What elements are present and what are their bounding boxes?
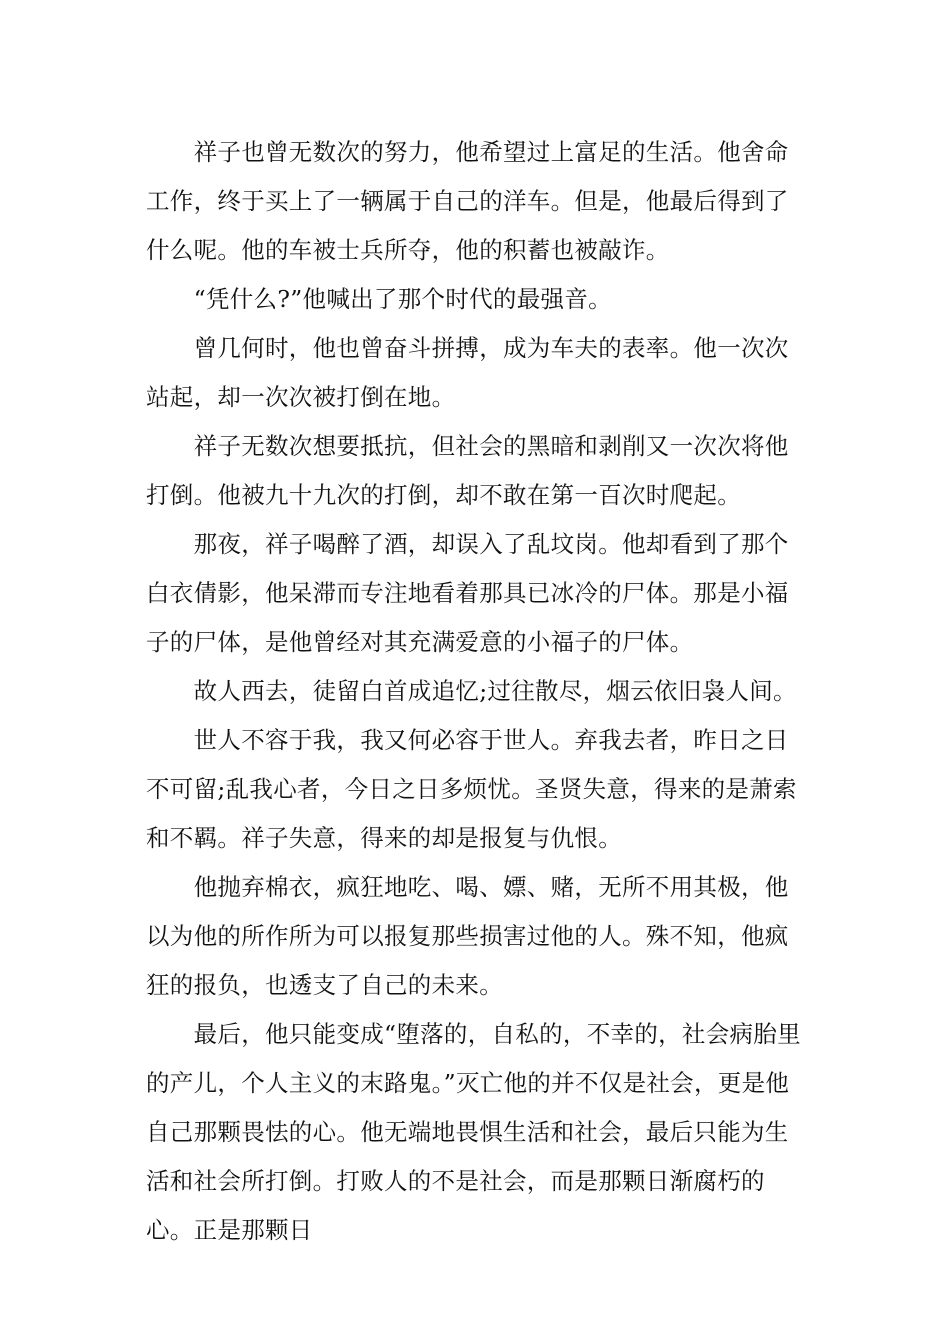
paragraph-1: 祥子也曾无数次的努力，他希望过上富足的生活。他舍命工作，终于买上了一辆属于自己的洋车。但是，他最后得到了什么呢。他的车被士兵所夺，他的积蓄也被敲诈。 [146,138,789,264]
paragraph-9: 最后，他只能变成“堕落的，自私的，不幸的，社会病胎里的产儿，个人主义的末路鬼。”灭亡他的并不仅是社会，更是他自己那颗畏怯的心。他无端地畏惧生活和社会，最后只能为生活和社会所打倒。打败人的不是社会，而是那颗日渐腐朽的心。正是那颗日 [146,1020,801,1244]
paragraph-4: 祥子无数次想要抵抗，但社会的黑暗和剥削又一次次将他打倒。他被九十九次的打倒，却不敢在第一百次时爬起。 [146,432,789,509]
body-text [146,128,810,1255]
paragraph-5: 那夜，祥子喝醉了酒，却误入了乱坟岗。他却看到了那个白衣倩影，他呆滞而专注地看着那具已冰冷的尸体。那是小福子的尸体，是他曾经对其充满爱意的小福子的尸体。 [146,530,789,656]
paragraph-8: 他抛弃棉衣，疯狂地吃、喝、嫖、赌，无所不用其极，他以为他的所作所为可以报复那些损害过他的人。殊不知，他疯狂的报负，也透支了自己的未来。 [146,873,789,999]
paragraph-3: 曾几何时，他也曾奋斗拼搏，成为车夫的表率。他一次次站起，却一次次被打倒在地。 [146,334,789,411]
paragraph-2: “凭什么?”他喊出了那个时代的最强音。 [146,285,612,313]
paragraph-7: 世人不容于我，我又何必容于世人。弃我去者，昨日之日不可留;乱我心者，今日之日多烦忧。圣贤失意，得来的是萧索和不羁。祥子失意，得来的却是报复与仇恨。 [146,726,797,852]
paragraph-6: 故人西去，徒留白首成追忆;过往散尽，烟云依旧袅人间。 [146,677,797,705]
